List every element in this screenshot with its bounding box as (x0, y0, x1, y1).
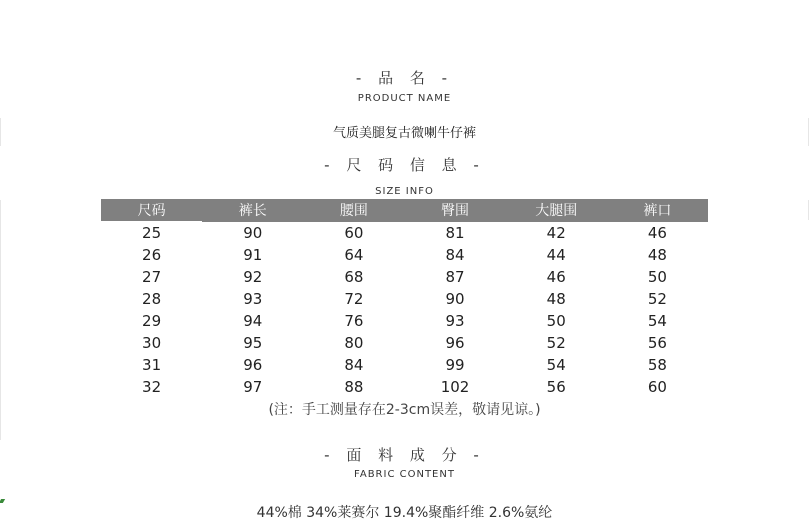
size-table-body (101, 222, 708, 399)
cell-waist: 88 (344, 378, 364, 396)
cell-hip: 84 (445, 246, 465, 264)
cell-size: 28 (142, 290, 162, 308)
cell-hip: 93 (445, 312, 465, 330)
cell-length: 92 (243, 268, 263, 286)
cell-waist: 60 (344, 223, 364, 242)
cell-size: 31 (142, 356, 162, 374)
cell-length: 90 (243, 223, 263, 242)
cell-thigh: 52 (546, 334, 566, 352)
cell-leg-opening: 50 (647, 268, 667, 286)
cell-hip: 87 (445, 268, 465, 286)
cell-thigh: 46 (546, 268, 566, 286)
fabric-content-subheading: FABRIC CONTENT (354, 469, 455, 480)
cell-hip: 99 (445, 356, 465, 374)
product-name: 气质美腿复古微喇牛仔裤 (332, 126, 476, 141)
cell-size: 27 (142, 268, 162, 286)
size-info-subheading: SIZE INFO (375, 186, 434, 197)
table-row (101, 266, 708, 288)
cell-hip: 81 (445, 223, 465, 242)
cell-length: 95 (243, 334, 263, 352)
cell-length: 94 (243, 312, 263, 330)
header-leg-opening: 裤口 (607, 199, 708, 222)
header-length: 裤长 (202, 199, 303, 222)
product-name-heading: - 品 名 - (355, 69, 454, 87)
fabric-content: 44%棉 34%莱赛尔 19.4%聚酯纤维 2.6%氨纶 (256, 505, 553, 521)
product-name-subheading: PRODUCT NAME (357, 93, 452, 104)
table-row (101, 376, 708, 398)
table-row (101, 310, 708, 332)
header-waist: 腰围 (303, 199, 404, 222)
cell-thigh: 44 (546, 246, 566, 264)
table-row (101, 244, 708, 266)
cell-hip: 96 (445, 334, 465, 352)
fabric-content-heading: - 面 料 成 分 - (324, 446, 485, 464)
cell-thigh: 56 (546, 378, 566, 396)
cell-waist: 76 (344, 312, 364, 330)
cell-thigh: 42 (546, 223, 566, 242)
cell-waist: 72 (344, 290, 364, 308)
cell-leg-opening: 56 (647, 334, 667, 352)
cell-hip: 102 (440, 378, 470, 396)
cell-waist: 64 (344, 246, 364, 264)
cell-size: 30 (142, 334, 162, 352)
cell-hip: 90 (445, 290, 465, 308)
header-size: 尺码 (101, 199, 202, 222)
cell-leg-opening: 60 (647, 378, 667, 396)
cell-size: 25 (142, 224, 162, 242)
size-table (101, 199, 708, 398)
header-thigh: 大腿围 (506, 199, 607, 222)
cell-waist: 68 (344, 268, 364, 286)
cell-size: 29 (142, 312, 162, 330)
cell-thigh: 50 (546, 312, 566, 330)
cell-leg-opening: 54 (647, 312, 667, 330)
size-table-header-row (101, 199, 708, 222)
cell-waist: 84 (344, 356, 364, 374)
table-row (101, 222, 708, 245)
cell-length: 96 (243, 356, 263, 374)
cell-leg-opening: 46 (647, 223, 667, 242)
cell-leg-opening: 52 (647, 290, 667, 308)
cell-length: 97 (243, 378, 263, 396)
cell-waist: 80 (344, 334, 364, 352)
cell-thigh: 54 (546, 356, 566, 374)
cell-size: 32 (142, 378, 162, 396)
cell-length: 91 (243, 246, 263, 264)
cell-size: 26 (142, 246, 162, 264)
cell-leg-opening: 58 (647, 356, 667, 374)
cell-length: 93 (243, 290, 263, 308)
table-row (101, 332, 708, 354)
measurement-note: (注：手工测量存在2-3cm误差，敬请见谅。) (268, 402, 541, 418)
header-hip: 臀围 (404, 199, 505, 222)
cell-thigh: 48 (546, 290, 566, 308)
size-info-heading: - 尺 码 信 息 - (324, 156, 485, 174)
cell-leg-opening: 48 (647, 246, 667, 264)
table-row (101, 354, 708, 376)
table-row (101, 288, 708, 310)
